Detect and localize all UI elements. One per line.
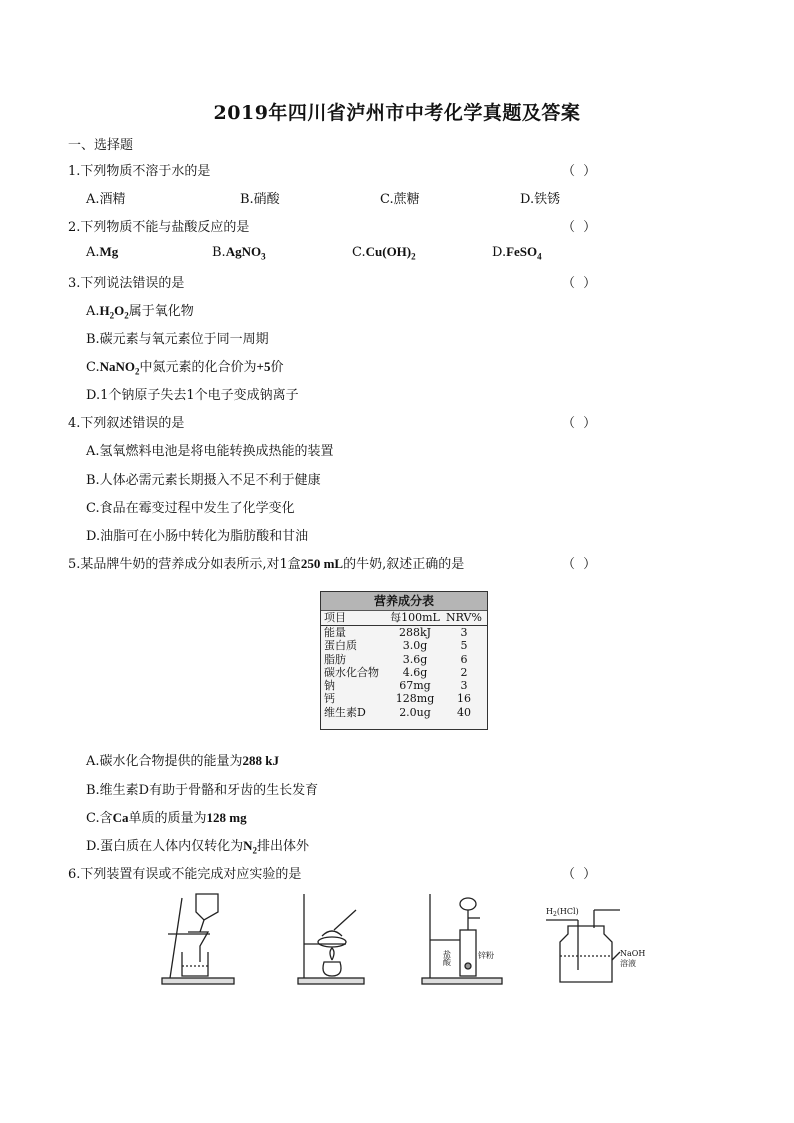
nutrition-table-header: [321, 611, 487, 626]
zinc-label: 锌粉: [478, 951, 494, 960]
table-row: [321, 639, 487, 652]
q2-option-c: $C.Cu(OH)_2$: [352, 244, 416, 262]
header-per100ml: 每100mL: [390, 611, 440, 624]
q5-option-a: A.碳水化合物提供的能量为288 kJ: [86, 753, 280, 769]
table-row: [321, 653, 487, 666]
question-4-stem: 4.下列叙述错误的是: [68, 416, 185, 431]
answer-paren-5: （ ）: [562, 557, 599, 572]
cell-value: 2.0ug: [399, 705, 431, 719]
cell-value: 4.6g: [402, 665, 428, 679]
table-row: [321, 679, 487, 692]
cell-item: 蛋白质: [324, 639, 357, 653]
answer-paren-1: （ ）: [562, 164, 599, 179]
question-5-stem: 5.某品牌牛奶的营养成分如表所示,对1盒250 mL的牛奶,叙述正确的是: [68, 556, 465, 572]
acid-label: 盐酸: [442, 950, 452, 966]
cell-value: 67mg: [399, 679, 431, 693]
header-nrv: NRV%: [446, 611, 482, 624]
cell-item: 钙: [324, 692, 335, 706]
q4-option-d: D.油脂可在小肠中转化为脂肪酸和甘油: [86, 529, 309, 544]
q1-option-d: D.铁锈: [520, 192, 561, 207]
nutrition-table-title: 营养成分表: [321, 592, 487, 611]
q3-option-c: C.NaNO$_2$中氮元素的化合价为+5价: [86, 359, 284, 377]
q1-option-a: A.酒精: [86, 192, 126, 207]
nutrition-table: [320, 591, 488, 730]
q4-option-a: A.氢氧燃料电池是将电能转换成热能的装置: [86, 444, 334, 459]
table-row: [321, 666, 487, 679]
cell-item: 能量: [324, 626, 346, 639]
q2-option-a: A.Mg: [86, 244, 119, 260]
cell-value: 3.6g: [402, 652, 428, 666]
q3-option-d: D.1个钠原子失去1个电子变成钠离子: [86, 388, 299, 403]
q1-option-b: B.硝酸: [240, 192, 280, 207]
table-row: [321, 626, 487, 639]
gas-label: $H_2(HCl)$: [546, 907, 579, 918]
filtration-apparatus-figure: [160, 890, 240, 990]
cell-nrv: 2: [460, 665, 468, 679]
q2-option-b: B.AgNO$_3$: [212, 244, 266, 262]
cell-nrv: 5: [460, 639, 468, 653]
q4-option-b: B.人体必需元素长期摄入不足不利于健康: [86, 473, 321, 488]
table-row: [321, 706, 487, 719]
table-row: [321, 692, 487, 705]
cell-item: 维生素D: [324, 705, 366, 719]
cell-nrv: 3: [460, 626, 468, 639]
cell-nrv: 6: [460, 652, 468, 666]
question-2-stem: 2.下列物质不能与盐酸反应的是: [68, 220, 250, 235]
question-3-stem: 3.下列说法错误的是: [68, 276, 185, 291]
cell-item: 脂肪: [324, 652, 346, 666]
answer-paren-6: （ ）: [562, 867, 599, 882]
q5-option-c: C.含Ca单质的质量为128 mg: [86, 810, 247, 826]
q2-option-d: D.FeSO$_4$: [492, 244, 542, 262]
gas-generator-figure: [420, 890, 510, 990]
cell-nrv: 3: [460, 679, 468, 693]
page-title: 2019年四川省泸州市中考化学真题及答案: [213, 102, 581, 124]
naoh-label: NaOH: [620, 949, 646, 958]
question-1-stem: 1.下列物质不溶于水的是: [68, 164, 211, 179]
cell-item: 碳水化合物: [324, 665, 379, 679]
q5-option-b: B.维生素D有助于骨骼和牙齿的生长发育: [86, 783, 319, 798]
gas-washing-bottle-figure: [540, 890, 650, 990]
answer-paren-4: （ ）: [562, 416, 599, 431]
cell-item: 钠: [324, 679, 335, 693]
evaporation-apparatus-figure: [290, 890, 370, 990]
q4-option-c: C.食品在霉变过程中发生了化学变化: [86, 501, 295, 516]
cell-value: 128mg: [395, 692, 435, 706]
header-item: 项目: [324, 611, 346, 624]
answer-paren-3: （ ）: [562, 276, 599, 291]
cell-nrv: 40: [457, 705, 471, 719]
section-heading: 一、选择题: [68, 138, 134, 153]
cell-nrv: 16: [457, 692, 471, 706]
q5-option-d: D.蛋白质在人体内仅转化为$N_2$排出体外: [86, 838, 309, 856]
cell-value: 288kJ: [398, 626, 432, 639]
question-6-stem: 6.下列装置有误或不能完成对应实验的是: [68, 867, 302, 882]
q1-option-c: C.蔗糖: [380, 192, 420, 207]
q3-option-b: B.碳元素与氧元素位于同一周期: [86, 332, 269, 347]
q3-option-a: $A.H_2O_2$属于氧化物: [86, 303, 194, 321]
solution-label: 溶液: [620, 959, 636, 968]
answer-paren-2: （ ）: [562, 220, 599, 235]
cell-value: 3.0g: [402, 639, 428, 653]
